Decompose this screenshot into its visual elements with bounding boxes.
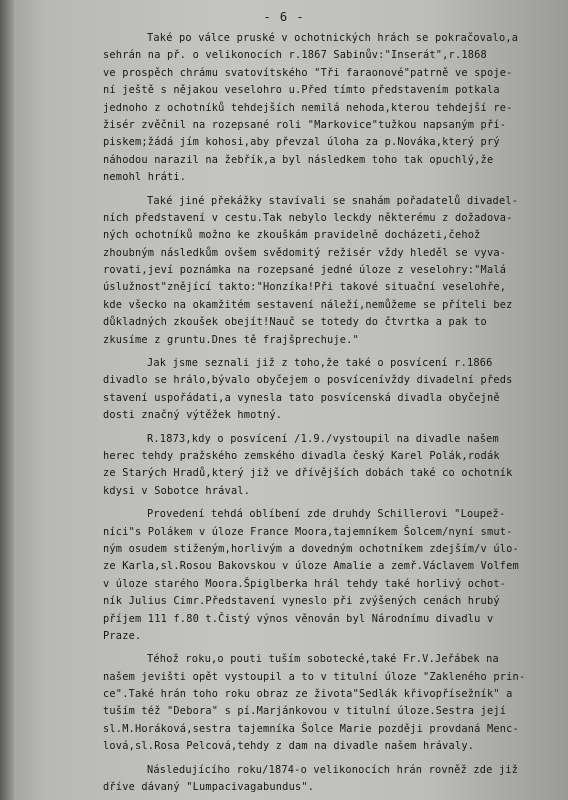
text-line: ní ještě s nějakou veselohro u.Před tímto představením potkala xyxy=(103,84,500,97)
text-line: zhoubným následkům ovšem svědomitý režisér vždy hleděl se vyva- xyxy=(103,246,507,259)
text-line: náhodou narazil na žebřík,a byl následkem toho tak opuchlý,že xyxy=(103,153,494,166)
text-line: dříve dávaný "Lumpacivagabundus". xyxy=(103,781,315,794)
text-line: piskem;žádá jím kohosi,aby převzal úloha za p.Nováka,který prý xyxy=(103,136,500,149)
text-line: ve prospěch chrámu svatovítského "Tři faraonové"patrně ve spoje- xyxy=(103,66,513,79)
paragraph xyxy=(103,506,553,645)
text-line: sl.M.Horáková,sestra tajemníka Šolce Marie později provdaná Menc- xyxy=(103,722,519,735)
text-line: ních představení v cestu.Tak nebylo leckdy některému z dožadova- xyxy=(103,211,513,224)
text-line: kdysi v Sobotce hrával. xyxy=(103,484,251,497)
text-line: nemohl hráti. xyxy=(103,171,187,184)
paragraph xyxy=(103,193,553,350)
text-line: ze Starých Hradů,který již ve dřívějších dobách také co ochotník xyxy=(103,467,513,480)
text-line: sehrán na př. o velikonocích r.1867 Sabinův:"Inserát",r.1868 xyxy=(103,49,487,62)
text-line: Jak jsme seznali již z toho,že také o posvícení r.1866 xyxy=(147,357,493,370)
text-line: ce".Také hrán toho roku obraz ze života"Sedlák křivopřísežník" a xyxy=(103,688,513,701)
text-line: R.1873,kdy o posvícení /1.9./vystoupil na divadle našem xyxy=(147,432,499,445)
text-line: našem jevišti opět vystoupil a to v titulní úloze "Zakleného prin- xyxy=(103,670,526,683)
text-line: zkusíme z gruntu.Dnes tě frajšprechuje." xyxy=(103,333,359,346)
paragraph xyxy=(103,355,553,425)
text-line: ník Julius Cimr.Představení vyneslo při zvýšených cenách hrubý xyxy=(103,595,500,608)
text-line: divadlo se hrálo,bývalo obyčejem o posvícenívždy divadelní předs xyxy=(103,374,513,387)
text-line: žisér zvěčnil na rozepsané roli "Markovice"tužkou napsaným pří- xyxy=(103,118,507,131)
paragraph xyxy=(103,651,553,755)
text-line: úslužnost"znějící takto:"Honzíka!Při takové situační veselohře, xyxy=(103,281,507,294)
text-line: Téhož roku,o pouti tuším sobotecké,také Fr.V.Jeřábek na xyxy=(147,653,499,666)
text-line: v úloze starého Moora.Špiglberka hrál tehdy také horlivý ochot- xyxy=(103,577,507,590)
text-line: níci"s Polákem v úloze France Moora,tajemníkem Šolcem/nyní smut- xyxy=(103,525,513,538)
text-line: Také jiné překážky stavívali se snahám pořadatelů divadel- xyxy=(147,194,519,207)
text-line: lová,sl.Rosa Pelcová,tehdy z dam na divadle našem hrávaly. xyxy=(103,740,475,753)
paragraph xyxy=(103,30,553,187)
text-line: Také po válce pruské v ochotnických hrách se pokračovalo,a xyxy=(147,32,519,44)
page-edge-shadow xyxy=(0,0,14,800)
text-line: dosti značný výtěžek hmotný. xyxy=(103,409,283,422)
text-line: rovati,jeví poznámka na rozepsané jedné úloze z veselohry:"Malá xyxy=(103,264,507,277)
page-number: - 6 - xyxy=(263,10,305,24)
text-line: herec tehdy pražského zemského divadla český Karel Polák,rodák xyxy=(103,449,500,462)
text-line: důkladných zkoušek obejít!Nauč se totedy do čtvrtka a pak to xyxy=(103,316,487,329)
paragraph xyxy=(103,762,553,797)
text-line: tuším též "Debora" s pí.Marjánkovou v titulní úloze.Sestra její xyxy=(103,705,507,718)
text-line: Praze. xyxy=(103,629,142,642)
text-line: ných ochotníků možno ke zkouškám pravidelně docházeti,čehož xyxy=(103,229,481,242)
text-line: stavení uspořádati,a vynesla tato posvícenská divadla obyčejně xyxy=(103,391,500,404)
text-line: příjem 111 f.80 t.Čistý výnos věnován byl Národnímu divadlu v xyxy=(103,612,494,625)
text-line: jednoho z ochotníků tehdejších nemilá nehoda,kterou tehdejší re- xyxy=(103,101,513,114)
text-line: ze Karla,sl.Rosou Bakovskou v úloze Amalie a zemř.Václavem Volfem xyxy=(103,560,519,573)
document-body xyxy=(103,30,553,796)
text-line: kde všecko na okamžitém sestavení náleží,nemůžeme se příteli bez xyxy=(103,298,513,311)
text-line: Provedení tehdá oblíbení zde druhdy Schillerovi "Loupež- xyxy=(147,508,506,521)
text-line: ným osudem stiženým,horlivým a dovedným ochotníkem zdejším/v úlo- xyxy=(103,542,519,555)
text-line: Následujícího roku/1874-o velikonocích hrán rovněž zde již xyxy=(147,763,519,776)
paragraph xyxy=(103,431,553,501)
